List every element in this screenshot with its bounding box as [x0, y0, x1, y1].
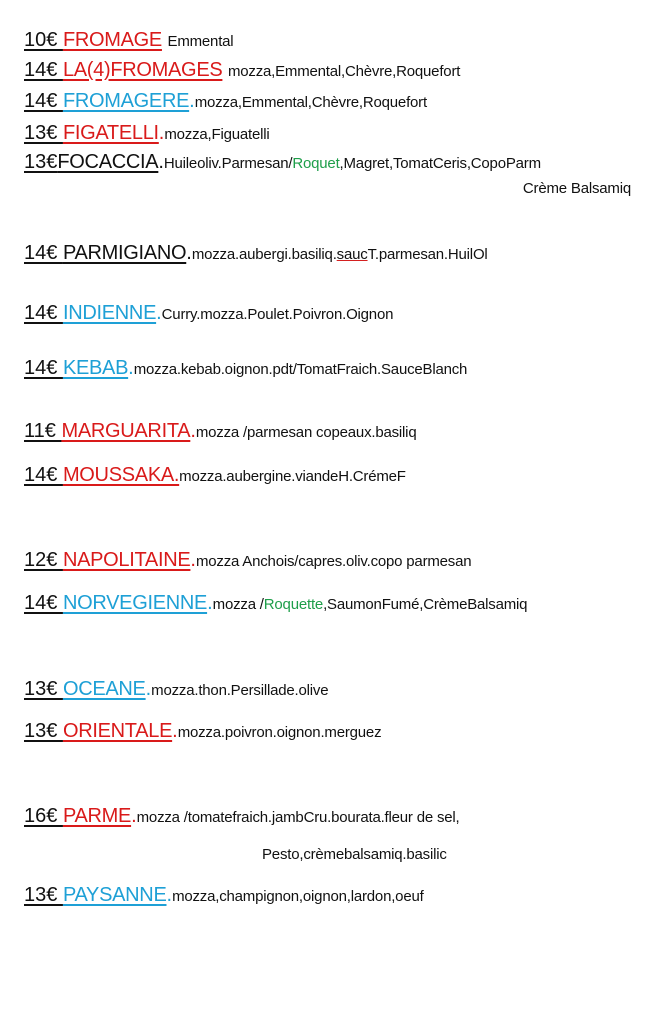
menu-item	[24, 885, 424, 905]
ingredient-text: T.parmesan.HuilOl	[367, 246, 488, 263]
menu-item	[24, 303, 393, 323]
item-ingredients	[228, 63, 460, 80]
ingredient-text: mozza,Figuatelli	[164, 126, 270, 143]
item-price: 13€	[24, 122, 63, 144]
ingredient-text: Huileoliv.Parmesan/	[163, 155, 293, 172]
item-ingredients	[164, 126, 269, 143]
item-name: LA(4)FROMAGES	[62, 59, 223, 81]
ingredient-text: mozza Anchois/capres.oliv.copo parmesan	[195, 553, 472, 570]
item-ingredients	[164, 155, 541, 172]
item-price: 14€	[24, 59, 63, 81]
menu-item	[24, 123, 270, 143]
menu-item	[24, 60, 460, 80]
menu-item	[24, 593, 527, 613]
item-name: PARMIGIANO	[62, 242, 187, 264]
item-separator: .	[158, 122, 165, 144]
item-ingredients	[213, 596, 528, 613]
menu-item	[24, 243, 488, 263]
item-name: MARGUARITA	[61, 420, 191, 442]
item-ingredients	[134, 361, 468, 378]
item-price: 14€	[24, 464, 63, 486]
ingredient-text: sauc	[336, 246, 368, 263]
item-ingredients	[195, 94, 427, 111]
menu-item	[24, 721, 381, 741]
item-name: FOCACCIA	[57, 151, 159, 173]
item-ingredients	[172, 888, 424, 905]
item-ingredients	[196, 424, 417, 441]
item-price: 14€	[24, 592, 63, 614]
item-name: ORIENTALE	[62, 720, 173, 742]
item-ingredients	[151, 682, 328, 699]
item-separator: .	[186, 242, 192, 264]
item-name: OCEANE	[62, 678, 146, 700]
ingredient-highlight: Roquette	[263, 596, 324, 613]
item-ingredients-continuation: Pesto,crèmebalsamiq.basilic	[262, 846, 447, 863]
ingredient-text: mozza,Emmental,Chèvre,Roquefort	[194, 94, 427, 111]
item-separator: .	[131, 805, 137, 827]
ingredient-text: mozza,champignon,oignon,lardon,oeuf	[172, 888, 424, 905]
item-price: 10€	[24, 29, 63, 51]
ingredient-text: mozza.kebab.oignon.pdt/TomatFraich.SauceBlanch	[133, 361, 468, 378]
item-name: PARME	[62, 805, 132, 827]
ingredient-text: ,Magret,TomatCeris,CopoParm	[339, 155, 541, 172]
item-name: FROMAGERE	[62, 90, 190, 112]
item-ingredients-continuation: Crème Balsamiq	[522, 180, 631, 197]
menu-item	[24, 806, 460, 826]
item-name: MOUSSAKA.	[62, 464, 180, 486]
item-price: 13€	[24, 720, 63, 742]
item-separator: .	[128, 357, 134, 379]
menu-item	[24, 550, 471, 570]
ingredient-highlight: Roquet	[292, 155, 340, 172]
item-price: 13€	[24, 678, 63, 700]
item-ingredients	[192, 246, 488, 263]
item-separator: .	[156, 302, 162, 324]
item-name: KEBAB	[62, 357, 129, 379]
item-separator: .	[172, 720, 178, 742]
item-separator: .	[158, 151, 164, 173]
item-price: 14€	[24, 357, 63, 379]
ingredient-text: Curry.mozza.Poulet.Poivron.Oignon	[161, 306, 394, 323]
menu-item	[24, 91, 427, 111]
ingredient-text: mozza.poivron.oignon.merguez	[177, 724, 382, 741]
item-price: 11€	[24, 420, 62, 442]
ingredient-text: mozza /	[212, 596, 264, 613]
item-name: PAYSANNE	[62, 884, 167, 906]
menu-item	[24, 465, 406, 485]
item-price: 16€	[24, 805, 63, 827]
ingredient-text: mozza /tomatefraich.jambCru.bourata.fleur de sel,	[136, 809, 460, 826]
menu-item	[24, 679, 328, 699]
ingredient-text: mozza /parmesan copeaux.basiliq	[195, 424, 417, 441]
item-name: FROMAGE	[62, 29, 162, 51]
menu-item	[24, 421, 416, 441]
item-ingredients	[137, 809, 460, 826]
item-separator: .	[190, 549, 196, 571]
item-ingredients	[179, 468, 406, 485]
item-price: 13€	[24, 884, 63, 906]
item-price: 14€	[24, 302, 63, 324]
menu-item	[24, 30, 233, 50]
item-name: INDIENNE	[62, 302, 157, 324]
item-name: NORVEGIENNE	[62, 592, 208, 614]
item-separator: .	[166, 884, 173, 906]
ingredient-text: mozza.aubergine.viandeH.CrémeF	[179, 468, 406, 485]
item-price: 12€	[24, 549, 63, 571]
item-separator: .	[189, 90, 195, 112]
item-name: FIGATELLI	[62, 122, 159, 144]
item-price: 14€	[24, 242, 63, 264]
item-ingredients	[168, 33, 234, 50]
item-separator: .	[190, 420, 196, 442]
ingredient-text: Emmental	[167, 33, 234, 50]
menu-item	[24, 358, 467, 378]
item-name: NAPOLITAINE	[62, 549, 191, 571]
item-ingredients	[162, 306, 394, 323]
ingredient-text: mozza.aubergi.basiliq.	[191, 246, 337, 263]
ingredient-text: mozza,Emmental,Chèvre,Roquefort	[227, 63, 461, 80]
item-ingredients	[178, 724, 382, 741]
item-separator: .	[145, 678, 152, 700]
item-separator: .	[207, 592, 213, 614]
item-price: 13€	[24, 151, 58, 173]
ingredient-text: mozza.thon.Persillade.olive	[151, 682, 329, 699]
ingredient-text: ,SaumonFumé,CrèmeBalsamiq	[323, 596, 528, 613]
item-price: 14€	[24, 90, 63, 112]
menu-item	[24, 152, 541, 172]
item-ingredients	[196, 553, 471, 570]
